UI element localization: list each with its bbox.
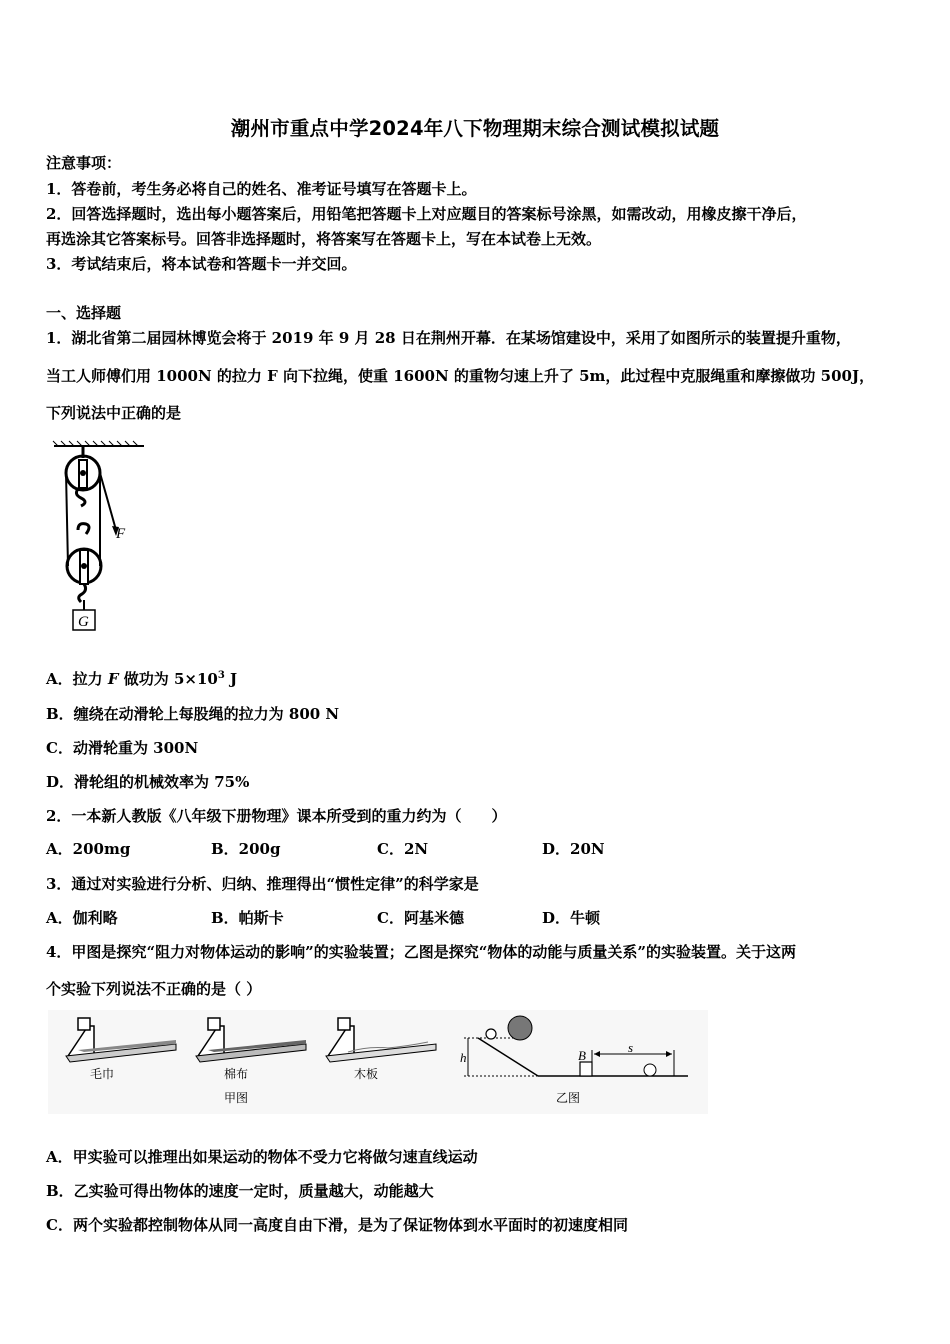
q1-stem: 当工人师傅们用 1000N 的拉力 F 向下拉绳，使重 1600N 的重物匀速上升了 5m，此过程中克服绳重和摩擦做功 500J， [46, 367, 875, 385]
notice-item: 再选涂其它答案标号。回答非选择题时，将答案写在答题卡上，写在本试卷上无效。 [46, 230, 602, 248]
pulley-diagram [48, 440, 148, 636]
surface-label: 棉布 [224, 1067, 249, 1081]
notice-heading: 注意事项： [46, 154, 122, 172]
q1-option-a[interactable] [46, 668, 237, 689]
q4-stem: 个实验下列说法不正确的是（ ） [46, 980, 262, 998]
q3-option-d[interactable]: D．牛顿 [542, 909, 601, 927]
notice-item: 1．答卷前，考生务必将自己的姓名、准考证号填写在答题卡上。 [46, 180, 477, 198]
q3-option-c[interactable]: C．阿基米德 [377, 909, 464, 927]
option-text: 做功为 5×10 [118, 670, 218, 688]
q3-option-b[interactable]: B．帕斯卡 [211, 909, 284, 927]
q3-option-a[interactable]: A．伽利略 [46, 909, 118, 927]
block-label: B [578, 1048, 586, 1063]
surface-label: 木板 [354, 1067, 379, 1081]
q2-option-d[interactable]: D．20N [542, 840, 605, 858]
q4-stem: 4．甲图是探究“阻力对物体运动的影响”的实验装置；乙图是探究“物体的动能与质量关系”的实验装置。关于这两 [46, 943, 796, 961]
section-heading: 一、选择题 [46, 304, 122, 322]
q3-stem: 3．通过对实验进行分析、归纳、推理得出“惯性定律”的科学家是 [46, 875, 479, 893]
q2-option-c[interactable]: C．2N [377, 840, 429, 858]
distance-label: s [628, 1040, 634, 1055]
q1-stem: 1．湖北省第二届园林博览会将于 2019 年 9 月 28 日在荆州开幕．在某场馆建设中，采用了如图所示的装置提升重物， [46, 329, 851, 347]
option-text: J [224, 670, 238, 688]
experiment-diagram [48, 1010, 708, 1114]
surface-label: 毛巾 [90, 1067, 115, 1081]
force-label: F [116, 526, 126, 542]
q2-option-a[interactable]: A．200mg [46, 840, 131, 858]
notice-item: 2．回答选择题时，选出每小题答案后，用铅笔把答题卡上对应题目的答案标号涂黑，如需改动，用橡皮擦干净后， [46, 205, 807, 223]
q4-option-b[interactable]: B．乙实验可得出物体的速度一定时，质量越大，动能越大 [46, 1182, 434, 1200]
q1-option-c[interactable]: C．动滑轮重为 300N [46, 739, 199, 757]
option-text: A．拉力 [46, 670, 108, 688]
force-variable: F [107, 670, 119, 688]
weight-label: G [78, 614, 89, 630]
q4-option-a[interactable]: A．甲实验可以推理出如果运动的物体不受力它将做匀速直线运动 [46, 1148, 478, 1166]
notice-item: 3．考试结束后，将本试卷和答题卡一并交回。 [46, 255, 357, 273]
q2-stem: 2．一本新人教版《八年级下册物理》课本所受到的重力约为（ ） [46, 807, 507, 825]
q1-option-d[interactable]: D．滑轮组的机械效率为 75% [46, 773, 250, 791]
page-title: 潮州市重点中学2024年八下物理期末综合测试模拟试题 [230, 117, 720, 140]
exponent: 3 [217, 670, 225, 681]
q2-option-b[interactable]: B．200g [211, 840, 281, 858]
q1-option-b[interactable]: B．缠绕在动滑轮上每股绳的拉力为 800 N [46, 705, 340, 723]
q4-option-c[interactable]: C．两个实验都控制物体从同一高度自由下滑，是为了保证物体到水平面时的初速度相同 [46, 1216, 628, 1234]
height-label: h [460, 1050, 467, 1065]
figure-jia-label: 甲图 [224, 1091, 249, 1105]
figure-yi-label: 乙图 [556, 1091, 581, 1105]
q1-stem: 下列说法中正确的是 [46, 404, 182, 422]
